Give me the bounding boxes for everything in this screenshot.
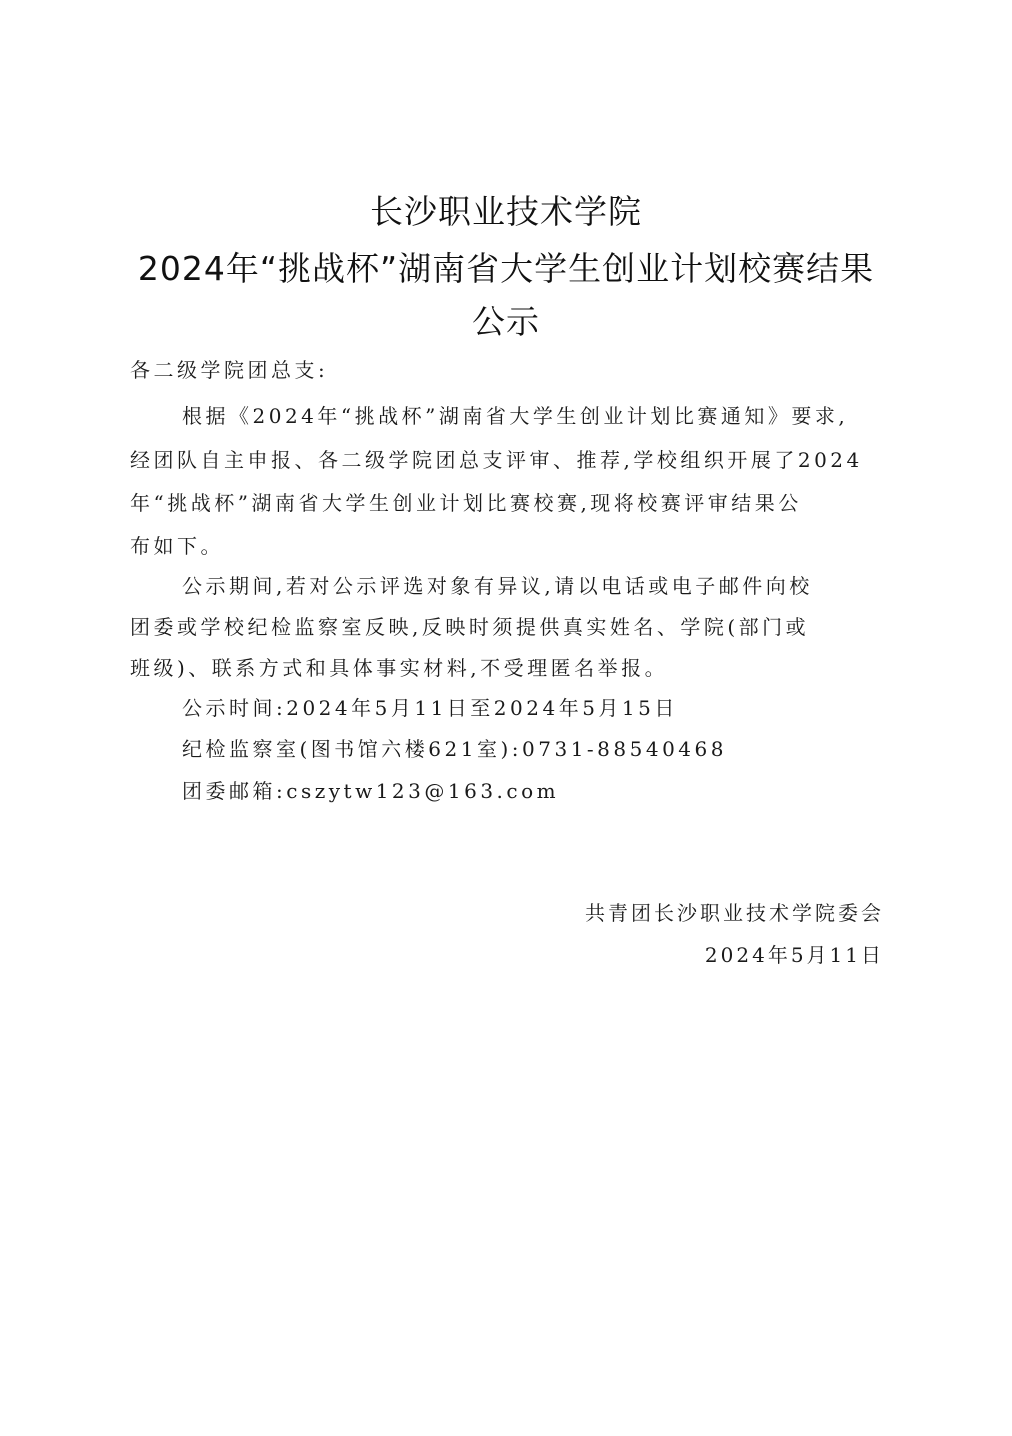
paragraph-1-line-1: 根据《2024年“挑战杯”湖南省大学生创业计划比赛通知》要求, (182, 404, 849, 428)
salutation: 各二级学院团总支: (130, 358, 329, 382)
title-line-1: 长沙职业技术学院 (370, 192, 642, 231)
paragraph-1-line-2: 经团队自主申报、各二级学院团总支评审、推荐,学校组织开展了2024 (130, 448, 863, 472)
title-line-3: 公示 (472, 302, 540, 341)
email-contact: 团委邮箱:cszytw123@163.com (182, 779, 560, 803)
signature-date: 2024年5月11日 (704, 943, 884, 967)
paragraph-2-line-3: 班级)、联系方式和具体事实材料,不受理匿名举报。 (130, 656, 669, 680)
signature-organization: 共青团长沙职业技术学院委会 (585, 901, 884, 925)
paragraph-1-line-3: 年“挑战杯”湖南省大学生创业计划比赛校赛,现将校赛评审结果公 (130, 491, 802, 515)
office-contact: 纪检监察室(图书馆六楼621室):0731-88540468 (182, 737, 727, 761)
title-line-2: 2024年“挑战杯”湖南省大学生创业计划校赛结果 (137, 249, 875, 288)
paragraph-1-line-4: 布如下。 (130, 534, 224, 558)
publicity-time: 公示时间:2024年5月11日至2024年5月15日 (182, 696, 678, 720)
paragraph-2-line-2: 团委或学校纪检监察室反映,反映时须提供真实姓名、学院(部门或 (130, 615, 810, 639)
paragraph-2-line-1: 公示期间,若对公示评选对象有异议,请以电话或电子邮件向校 (182, 574, 813, 598)
